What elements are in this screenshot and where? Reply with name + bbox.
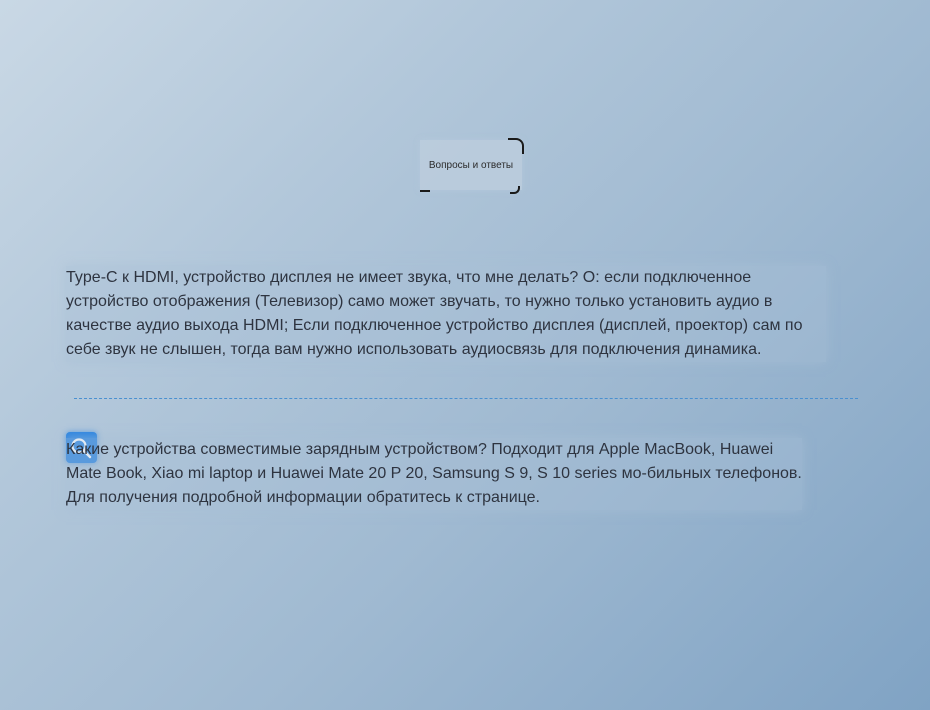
title-corner-bottom-left (420, 190, 430, 192)
page-title: Вопросы и ответы (428, 159, 514, 171)
title-corner-bottom-right (510, 186, 520, 194)
title-corner-top-right (508, 138, 524, 154)
faq-text: Type-C к HDMI, устройство дисплея не имеет звука, что мне делать? О: если подключенное устройство отображения (Телевизор) само может звучать, то нужно только установить аудио в качестве аудио выхода HDMI; Если подключенное устройство дисплея (дисплей, проектор) сам по себе звук не слышен, тогда вам нужно использовать аудиосвязь для подключения динамика. (66, 269, 803, 358)
faq-text: Какие устройства совместимые зарядным устройством? Подходит для Apple MacBook, Huawei Mate Book, Xiao mi laptop и Huawei Mate 20 P 20, Samsung S 9, S 10 series мо-бильных телефонов. Для получения подробной информации обратитесь к странице. (66, 441, 802, 506)
faq-item-hdmi-sound (66, 266, 826, 362)
faq-divider (74, 398, 858, 399)
title-box (420, 140, 522, 190)
faq-item-compatible-devices (66, 438, 802, 510)
